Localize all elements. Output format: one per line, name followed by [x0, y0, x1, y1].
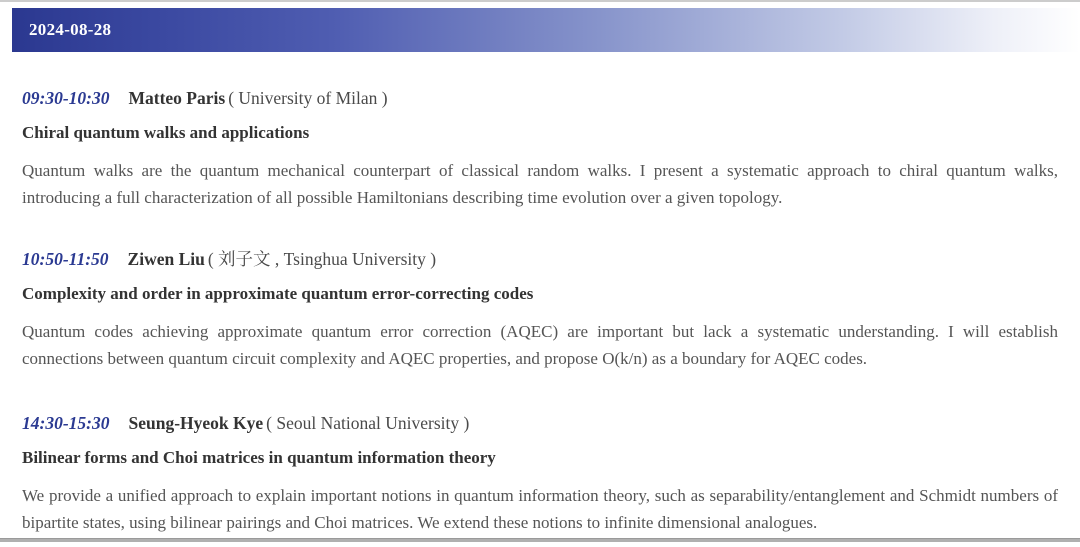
speaker-affiliation: ( 刘子文 , Tsinghua University ) [207, 249, 437, 269]
date-header-bar [12, 8, 1080, 52]
talk-title: Chiral quantum walks and applications [22, 123, 310, 142]
talk-title: Complexity and order in approximate quantum error-correcting codes [22, 284, 534, 303]
session-entry-1 [22, 87, 1058, 211]
speaker-name: Ziwen Liu [127, 249, 205, 269]
session-header [22, 248, 1058, 270]
bottom-divider [0, 538, 1080, 542]
session-entry-2 [22, 248, 1058, 372]
speaker-affiliation: ( University of Milan ) [228, 88, 388, 108]
talk-title: Bilinear forms and Choi matrices in quantum information theory [22, 448, 496, 467]
session-header [22, 87, 1058, 109]
speaker-name: Seung-Hyeok Kye [128, 413, 264, 433]
session-time: 10:50-11:50 [22, 249, 109, 269]
speaker-affiliation: ( Seoul National University ) [266, 413, 470, 433]
speaker-name: Matteo Paris [128, 88, 226, 108]
top-divider [0, 0, 1080, 2]
session-entry-3 [22, 412, 1058, 536]
talk-abstract: We provide a unified approach to explain important notions in quantum information theory, such as separability/entanglement and Schmidt numbers of bipartite states, using bilinear pairings and Choi matrices. We extend these notions to infinite dimensional analogues. [22, 486, 1058, 532]
talk-abstract: Quantum walks are the quantum mechanical counterpart of classical random walks. I present a systematic approach to chiral quantum walks, introducing a full characterization of all possible Hamiltonians describing time evolution over a given topology. [22, 161, 1058, 207]
schedule-list [22, 52, 1058, 536]
session-header [22, 412, 1058, 434]
session-time: 09:30-10:30 [22, 88, 110, 108]
session-time: 14:30-15:30 [22, 413, 110, 433]
talk-abstract: Quantum codes achieving approximate quantum error correction (AQEC) are important but lack a systematic understanding. I will establish connections between quantum circuit complexity and AQEC properties, and propose O(k/n) as a boundary for AQEC codes. [22, 322, 1058, 368]
date-label: 2024-08-28 [29, 20, 112, 39]
